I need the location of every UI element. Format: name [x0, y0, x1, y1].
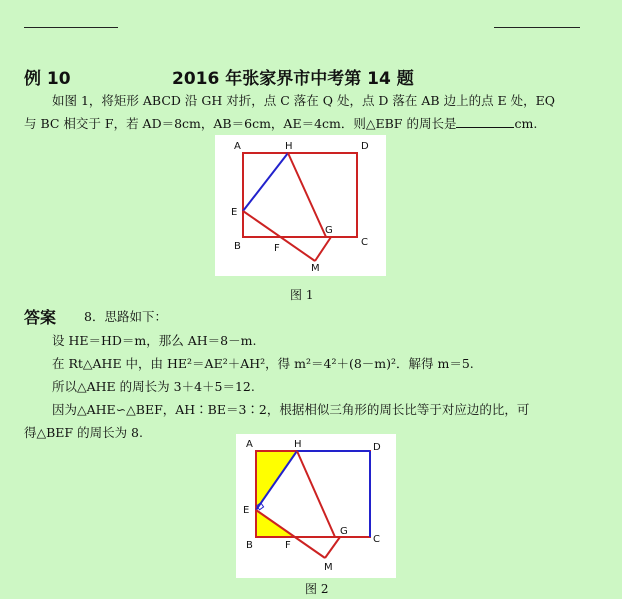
answer-line-3: 所以△AHE 的周长为 3＋4＋5＝12.: [52, 379, 255, 394]
fig1-rectangle: [243, 153, 357, 237]
fig1-label-c: C: [361, 237, 368, 248]
answer-steps: [24, 329, 529, 444]
fig2-segment-mq: [325, 537, 340, 558]
fig1-label-d: D: [361, 141, 369, 152]
fig1-label-m: M: [311, 263, 320, 274]
example-title: 2016 年张家界市中考第 14 题: [172, 69, 414, 89]
fig2-label-e: E: [243, 505, 250, 516]
fig2-label-d: D: [373, 442, 381, 453]
figure-2: [236, 434, 396, 578]
example-heading: [24, 64, 414, 89]
fig2-label-a: A: [246, 439, 253, 450]
fig2-label-m: M: [324, 562, 333, 573]
answer-intro: 8．思路如下：: [84, 309, 167, 324]
problem-unit: cm.: [514, 116, 538, 131]
fig2-segment-hg: [297, 451, 335, 537]
figure-1: [215, 135, 386, 276]
problem-line-2-text: 与 BC 相交于 F，若 AD＝8cm，AB＝6cm，AE＝4cm．则△EBF 的周长是: [24, 116, 457, 131]
fig2-label-f: F: [285, 540, 291, 551]
fig1-segment-eh: [243, 153, 288, 211]
problem-text: [24, 89, 555, 135]
problem-line-1: 如图 1，将矩形 ABCD 沿 GH 对折，点 C 落在 Q 处，点 D 落在 AB 边上的点 E 处，EQ: [52, 93, 556, 108]
top-right-rule: [494, 27, 580, 28]
answer-label: 答案: [24, 308, 57, 327]
fig1-label-g: G: [325, 225, 333, 236]
figure-1-caption: 图 1: [290, 288, 314, 302]
fig2-label-g: G: [340, 526, 348, 537]
answer-blank: [456, 112, 514, 128]
top-left-rule: [24, 27, 118, 28]
answer-line-1: 设 HE＝HD＝m，那么 AH＝8－m.: [52, 333, 257, 348]
figure-2-caption: 图 2: [305, 582, 329, 596]
answer-line-2: 在 Rt△AHE 中，由 HE²＝AE²＋AH²，得 m²＝4²＋(8－m)²．解得 m＝5.: [52, 356, 474, 371]
fig1-segment-mq: [315, 237, 331, 261]
fig2-label-c: C: [373, 534, 380, 545]
problem-line-2: [24, 112, 555, 135]
answer-line-4: 因为△AHE∽△BEF，AH∶BE＝3∶2，根据相似三角形的周长比等于对应边的比，可: [52, 402, 530, 417]
fig2-label-h: H: [294, 439, 302, 450]
fig1-label-f: F: [274, 243, 280, 254]
fig1-label-e: E: [231, 207, 238, 218]
figure-1-lines: [243, 153, 357, 261]
fig1-label-h: H: [285, 141, 293, 152]
fig1-label-a: A: [234, 141, 241, 152]
example-number: 例 10: [24, 69, 71, 89]
fig1-label-b: B: [234, 241, 241, 252]
fig2-label-b: B: [246, 540, 253, 551]
answer-line-5: 得△BEF 的周长为 8.: [24, 425, 143, 440]
fig1-segment-hg: [288, 153, 326, 237]
